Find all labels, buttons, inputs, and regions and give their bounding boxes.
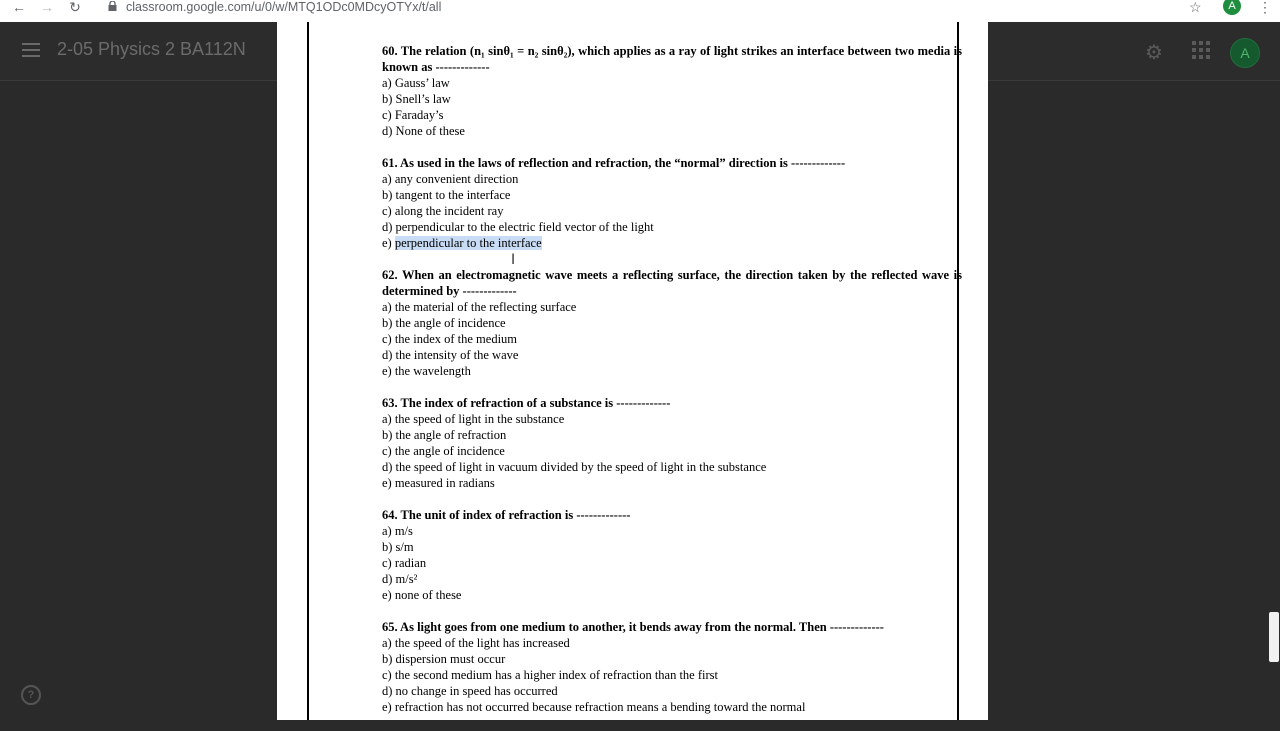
document-viewer[interactable] (277, 22, 988, 720)
answer-option: d) the intensity of the wave (382, 348, 519, 362)
answer-option: b) dispersion must occur (382, 652, 506, 666)
answer-option: a) the speed of light in the substance (382, 412, 565, 426)
question-65 (382, 619, 962, 715)
answer-option: b) Snell’s law (382, 92, 451, 106)
scrollbar-thumb[interactable] (1269, 612, 1279, 662)
answer-option: e) the wavelength (382, 364, 471, 378)
answer-option: b) s/m (382, 540, 414, 554)
answer-option: c) the index of the medium (382, 332, 518, 346)
lock-icon (108, 1, 117, 11)
apps-grid-icon[interactable] (1192, 41, 1210, 59)
text-selection-highlight[interactable]: perpendicular to the interface (394, 236, 542, 250)
back-arrow-icon[interactable]: ← (12, 0, 26, 15)
question-text: 61. As used in the laws of reflection and refraction, the “normal” direction is ------------- (382, 156, 846, 170)
answer-option-selected[interactable] (382, 235, 962, 251)
question-text: 64. The unit of index of refraction is ------------- (382, 508, 631, 522)
hamburger-menu-icon[interactable] (22, 43, 40, 61)
gear-icon[interactable]: ⚙ (1145, 42, 1163, 64)
answer-option: d) perpendicular to the electric field vector of the light (382, 220, 654, 234)
question-text: 65. As light goes from one medium to another, it bends away from the normal. Then ------------- (382, 620, 884, 634)
answer-option: c) radian (382, 556, 427, 570)
answer-option: a) the material of the reflecting surface (382, 300, 577, 314)
answer-option: c) Faraday’s (382, 108, 444, 122)
answer-option: a) m/s (382, 524, 413, 538)
answer-option: c) along the incident ray (382, 204, 504, 218)
question-list (382, 43, 962, 731)
forward-arrow-icon[interactable]: → (40, 0, 54, 15)
question-63 (382, 395, 962, 491)
question-text: 62. When an electromagnetic wave meets a reflecting surface, the direction taken by the reflected wave is determined by ------------- (382, 268, 962, 298)
text-cursor-icon: I (511, 252, 516, 268)
class-title[interactable]: 2-05 Physics 2 BA112N (57, 39, 246, 59)
answer-option: c) the angle of incidence (382, 444, 505, 458)
answer-option: a) Gauss’ law (382, 76, 450, 90)
answer-option: d) None of these (382, 124, 465, 138)
answer-option: e) none of these (382, 588, 462, 602)
answer-option: c) the second medium has a higher index of refraction than the first (382, 668, 718, 682)
answer-option: e) refraction has not occurred because refraction means a bending toward the normal (382, 700, 806, 714)
address-bar-url[interactable]: classroom.google.com/u/0/w/MTQ1ODc0MDcyOTYx/t/all (126, 0, 442, 14)
answer-option: a) any convenient direction (382, 172, 519, 186)
browser-toolbar (0, 0, 1280, 23)
reload-icon[interactable]: ↻ (69, 0, 81, 15)
account-avatar[interactable]: A (1230, 38, 1260, 68)
answer-option: d) m/s² (382, 572, 418, 586)
question-61 (382, 155, 962, 251)
answer-option: d) the speed of light in vacuum divided by the speed of light in the substance (382, 460, 767, 474)
option-prefix: e) (382, 236, 392, 250)
help-icon[interactable]: ? (21, 685, 41, 705)
browser-menu-icon[interactable]: ⋮ (1258, 0, 1272, 15)
browser-profile-avatar[interactable]: A (1223, 0, 1241, 15)
question-text: 60. The relation (n₁ sinθ₁ = n₂ sinθ₂), which applies as a ray of light strikes an interface between two media is known as ------------- (382, 44, 962, 74)
answer-option: b) the angle of refraction (382, 428, 507, 442)
answer-option: a) the speed of the light has increased (382, 636, 570, 650)
question-60 (382, 43, 962, 139)
answer-option: d) no change in speed has occurred (382, 684, 558, 698)
question-62 (382, 267, 962, 379)
question-64 (382, 507, 962, 603)
answer-option: b) tangent to the interface (382, 188, 511, 202)
question-text: 63. The index of refraction of a substance is ------------- (382, 396, 671, 410)
bookmark-star-icon[interactable]: ☆ (1189, 0, 1202, 15)
answer-option: e) measured in radians (382, 476, 495, 490)
answer-option: b) the angle of incidence (382, 316, 506, 330)
